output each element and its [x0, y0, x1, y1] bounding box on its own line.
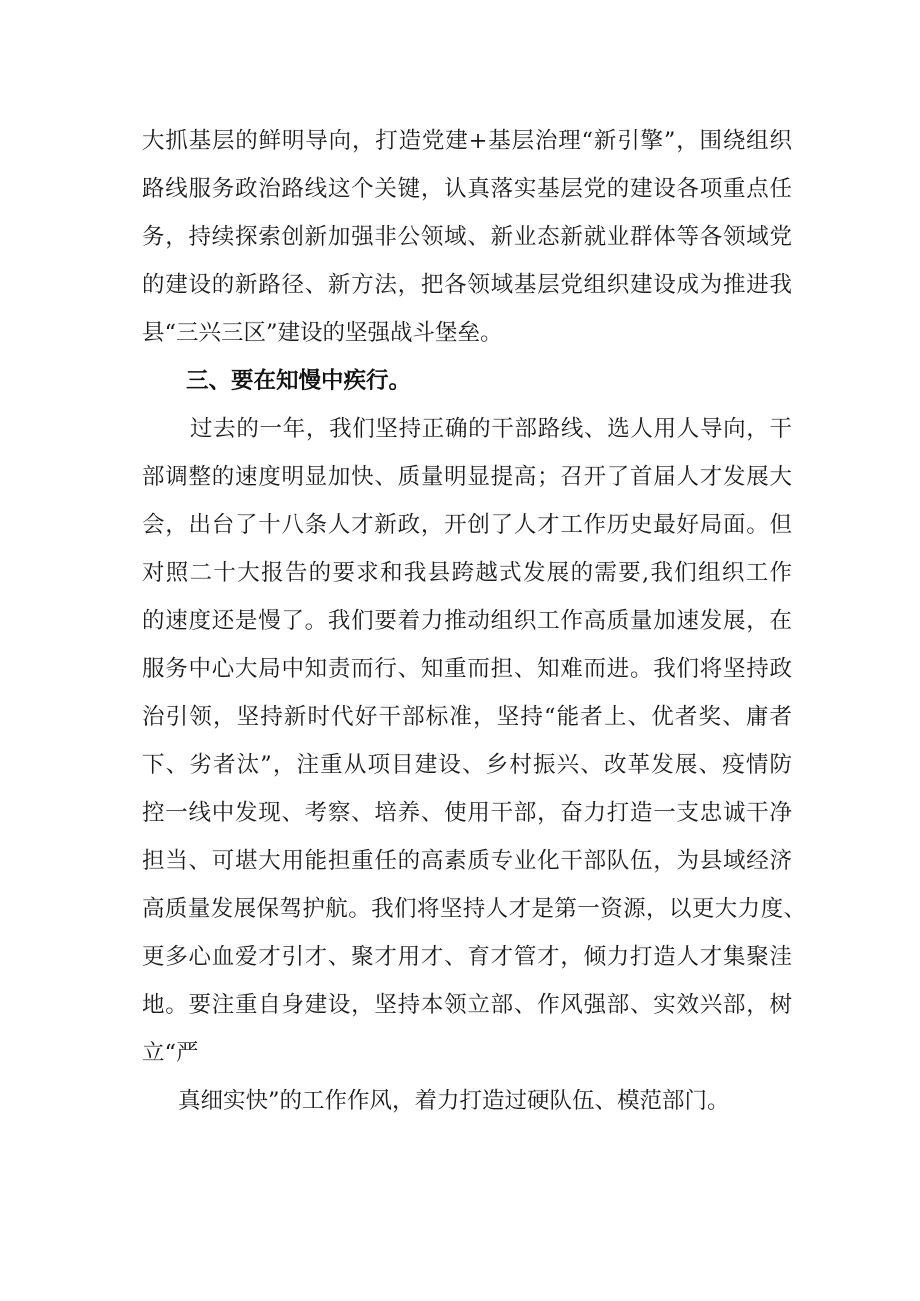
paragraph-2-line-13: 地。要注重自身建设，坚持本领立部、作风强部、实效兴部，树 [142, 992, 792, 1018]
section-heading: 三、要在知慢中疾行。 [186, 368, 412, 394]
paragraph-2-line-15: 真细实快”的工作作风，着力打造过硬队伍、模范部门。 [178, 1088, 730, 1114]
paragraph-1-line-3: 务，持续探索创新加强非公领域、新业态新就业群体等各领域党 [142, 224, 792, 250]
paragraph-2-line-5: 的速度还是慢了。我们要着力推动组织工作高质量加速发展，在 [142, 608, 792, 634]
paragraph-2-line-4: 对照二十大报告的要求和我县跨越式发展的需要,我们组织工作 [142, 560, 792, 586]
paragraph-2-line-9: 控一线中发现、考察、培养、使用干部，奋力打造一支忠诚干净 [142, 800, 792, 826]
paragraph-2-line-11: 高质量发展保驾护航。我们将坚持人才是第一资源，以更大力度、 [142, 896, 806, 922]
paragraph-2-line-10: 担当、可堪大用能担重任的高素质专业化干部队伍，为县域经济 [142, 848, 792, 874]
paragraph-2-line-6: 服务中心大局中知责而行、知重而担、知难而进。我们将坚持政 [142, 656, 792, 682]
paragraph-2-line-2: 部调整的速度明显加快、质量明显提高；召开了首届人才发展大 [142, 464, 792, 490]
paragraph-2-line-8: 下、劣者汰”，注重从项目建设、乡村振兴、改革发展、疫情防 [142, 752, 792, 778]
paragraph-1-line-1: 大抓基层的鲜明导向，打造党建+基层治理“新引擎”，围绕组织 [142, 128, 792, 154]
paragraph-2-line-7: 治引领，坚持新时代好干部标准，坚持“能者上、优者奖、庸者 [142, 704, 792, 730]
paragraph-1-line-2: 路线服务政治路线这个关键，认真落实基层党的建设各项重点任 [142, 176, 792, 202]
paragraph-2-line-1: 过去的一年，我们坚持正确的干部路线、选人用人导向，干 [190, 416, 792, 442]
paragraph-1-line-5: 县“三兴三区”建设的坚强战斗堡垒。 [142, 320, 503, 346]
paragraph-2-line-14: 立“严 [142, 1040, 199, 1066]
paragraph-2-line-12: 更多心血爱才引才、聚才用才、育才管才，倾力打造人才集聚洼 [142, 944, 792, 970]
paragraph-2-line-3: 会，出台了十八条人才新政，开创了人才工作历史最好局面。但 [142, 512, 792, 538]
paragraph-1-line-4: 的建设的新路径、新方法，把各领域基层党组织建设成为推进我 [142, 272, 792, 298]
